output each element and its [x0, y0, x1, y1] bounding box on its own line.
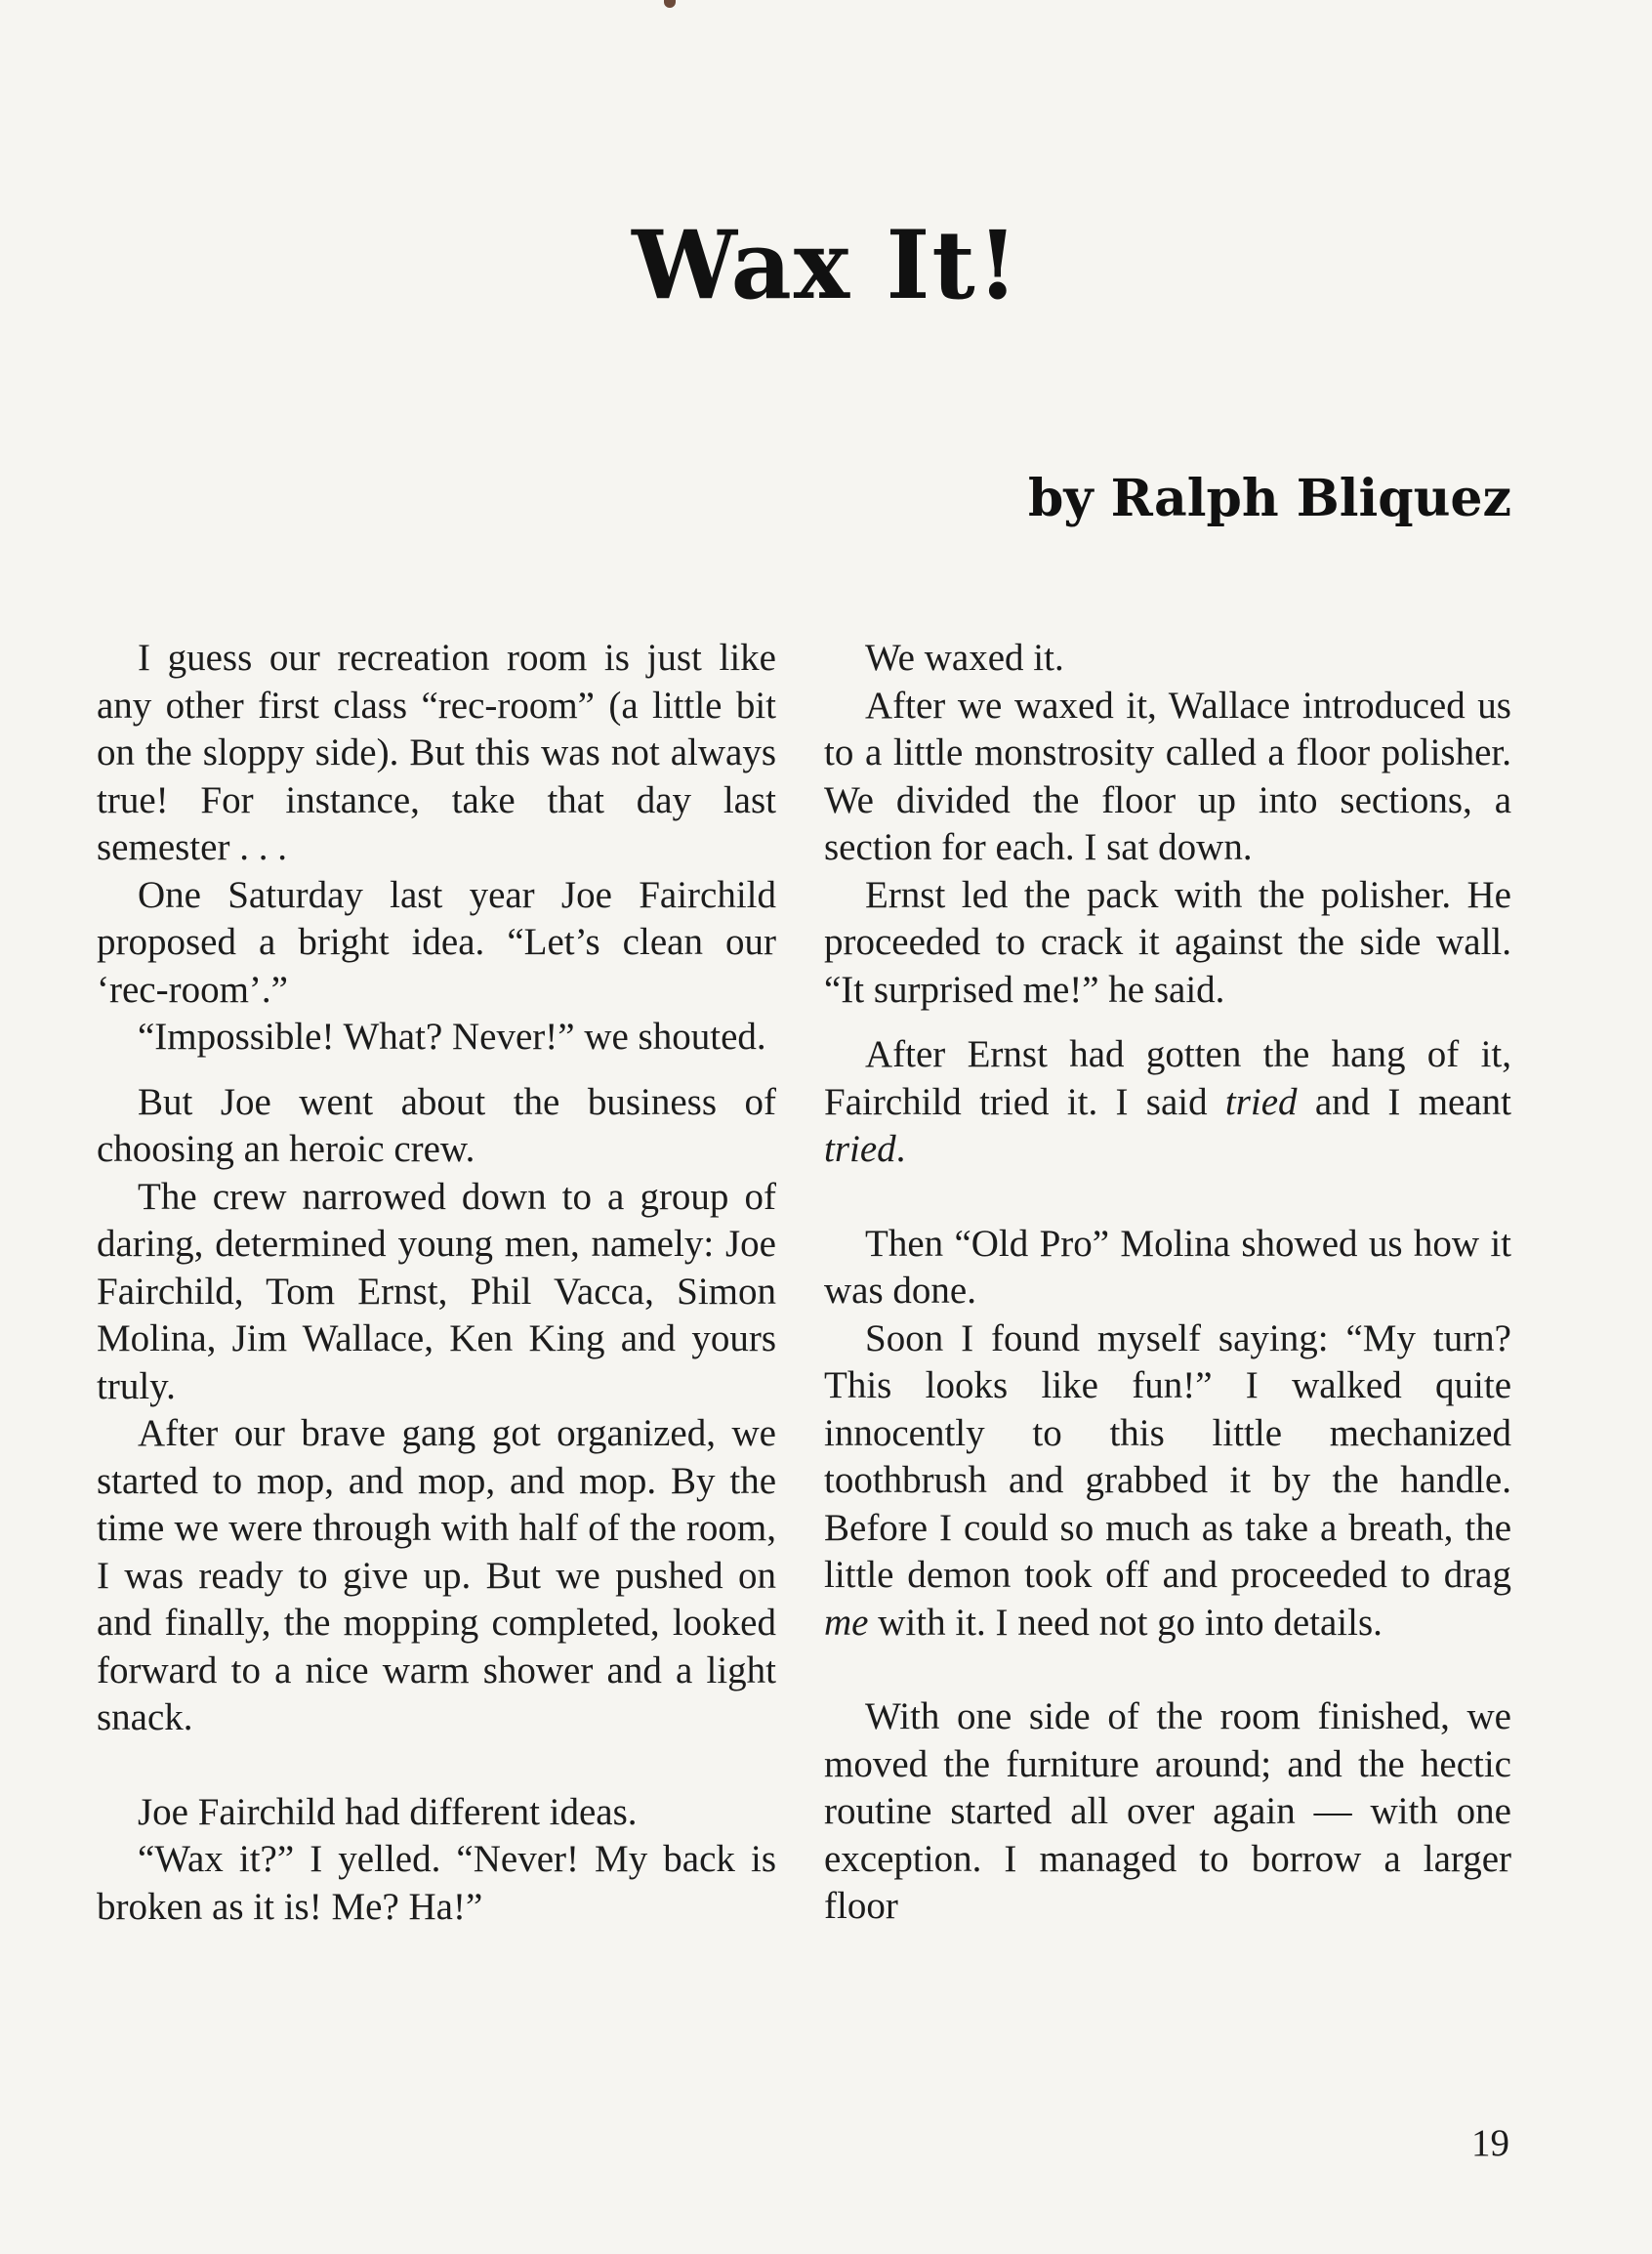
paragraph: One Saturday last year Joe Fairchild proposed a bright idea. “Let’s clean our ‘rec-room’.”	[97, 873, 776, 1011]
paragraph	[824, 1315, 1511, 1648]
text-run: Soon I found myself saying: “My turn? This looks like fun!” I walked quite innocently to this little mechanized toothbrush and grabbed it by the handle. Before I could so much as take a breath, the little demon took off and proceeded to drag	[824, 1316, 1511, 1596]
text-run: After Ernst had gotten the hang of it, Fairchild tried it. I said	[824, 1033, 1511, 1123]
page-number: 19	[1471, 2122, 1509, 2164]
paragraph: After our brave gang got organized, we started to mop, and mop, and mop. By the time we were through with half of the room, I was ready to give up. But we pushed on and finally, the mopping completed, looked forward to a nice warm shower and a light snack.	[97, 1412, 776, 1738]
paragraph: Ernst led the pack with the polisher. He proceeded to crack it against the side wall. “It surprised me!” he said.	[824, 873, 1511, 1011]
paragraph: After we waxed it, Wallace introduced us to a little monstrosity called a floor polisher. We divided the floor up into sections, a section for each. I sat down.	[824, 684, 1511, 868]
text-run: .	[895, 1128, 906, 1170]
text-run: and I meant	[1297, 1080, 1511, 1123]
paragraph: But Joe went about the business of choosing an heroic crew.	[97, 1080, 776, 1170]
article-byline: by Ralph Bliquez	[1027, 469, 1511, 528]
emphasis: tried	[1224, 1080, 1298, 1123]
paragraph: The crew narrowed down to a group of daring, determined young men, namely: Joe Fairchild, Tom Ernst, Phil Vacca, Simon Molina, Jim Wallace, Ken King and yours truly.	[97, 1175, 776, 1407]
ink-smudge	[664, 0, 676, 8]
paragraph: Then “Old Pro” Molina showed us how it was done.	[824, 1222, 1511, 1312]
paragraph	[824, 1031, 1511, 1174]
paragraph: “Wax it?” I yelled. “Never! My back is broken as it is! Me? Ha!”	[97, 1838, 776, 1928]
left-column	[97, 635, 776, 1931]
paragraph: I guess our recreation room is just like any other first class “rec-room” (a little bit on the sloppy side). But this was not always true! For instance, take that day last semester . . .	[97, 637, 776, 868]
paragraph: Joe Fairchild had different ideas.	[138, 1790, 638, 1833]
text-run: with it. I need not go into details.	[868, 1601, 1383, 1644]
paragraph: “Impossible! What? Never!” we shouted.	[138, 1016, 766, 1058]
emphasis: me	[824, 1601, 869, 1644]
emphasis: tried	[824, 1128, 896, 1170]
paragraph: We waxed it.	[865, 637, 1064, 679]
right-column	[824, 635, 1511, 1931]
paragraph: With one side of the room finished, we moved the furniture around; and the hectic routine started all over again — with one exception. I managed to borrow a larger floor	[824, 1695, 1511, 1927]
article-title: Wax It!	[632, 210, 1020, 320]
